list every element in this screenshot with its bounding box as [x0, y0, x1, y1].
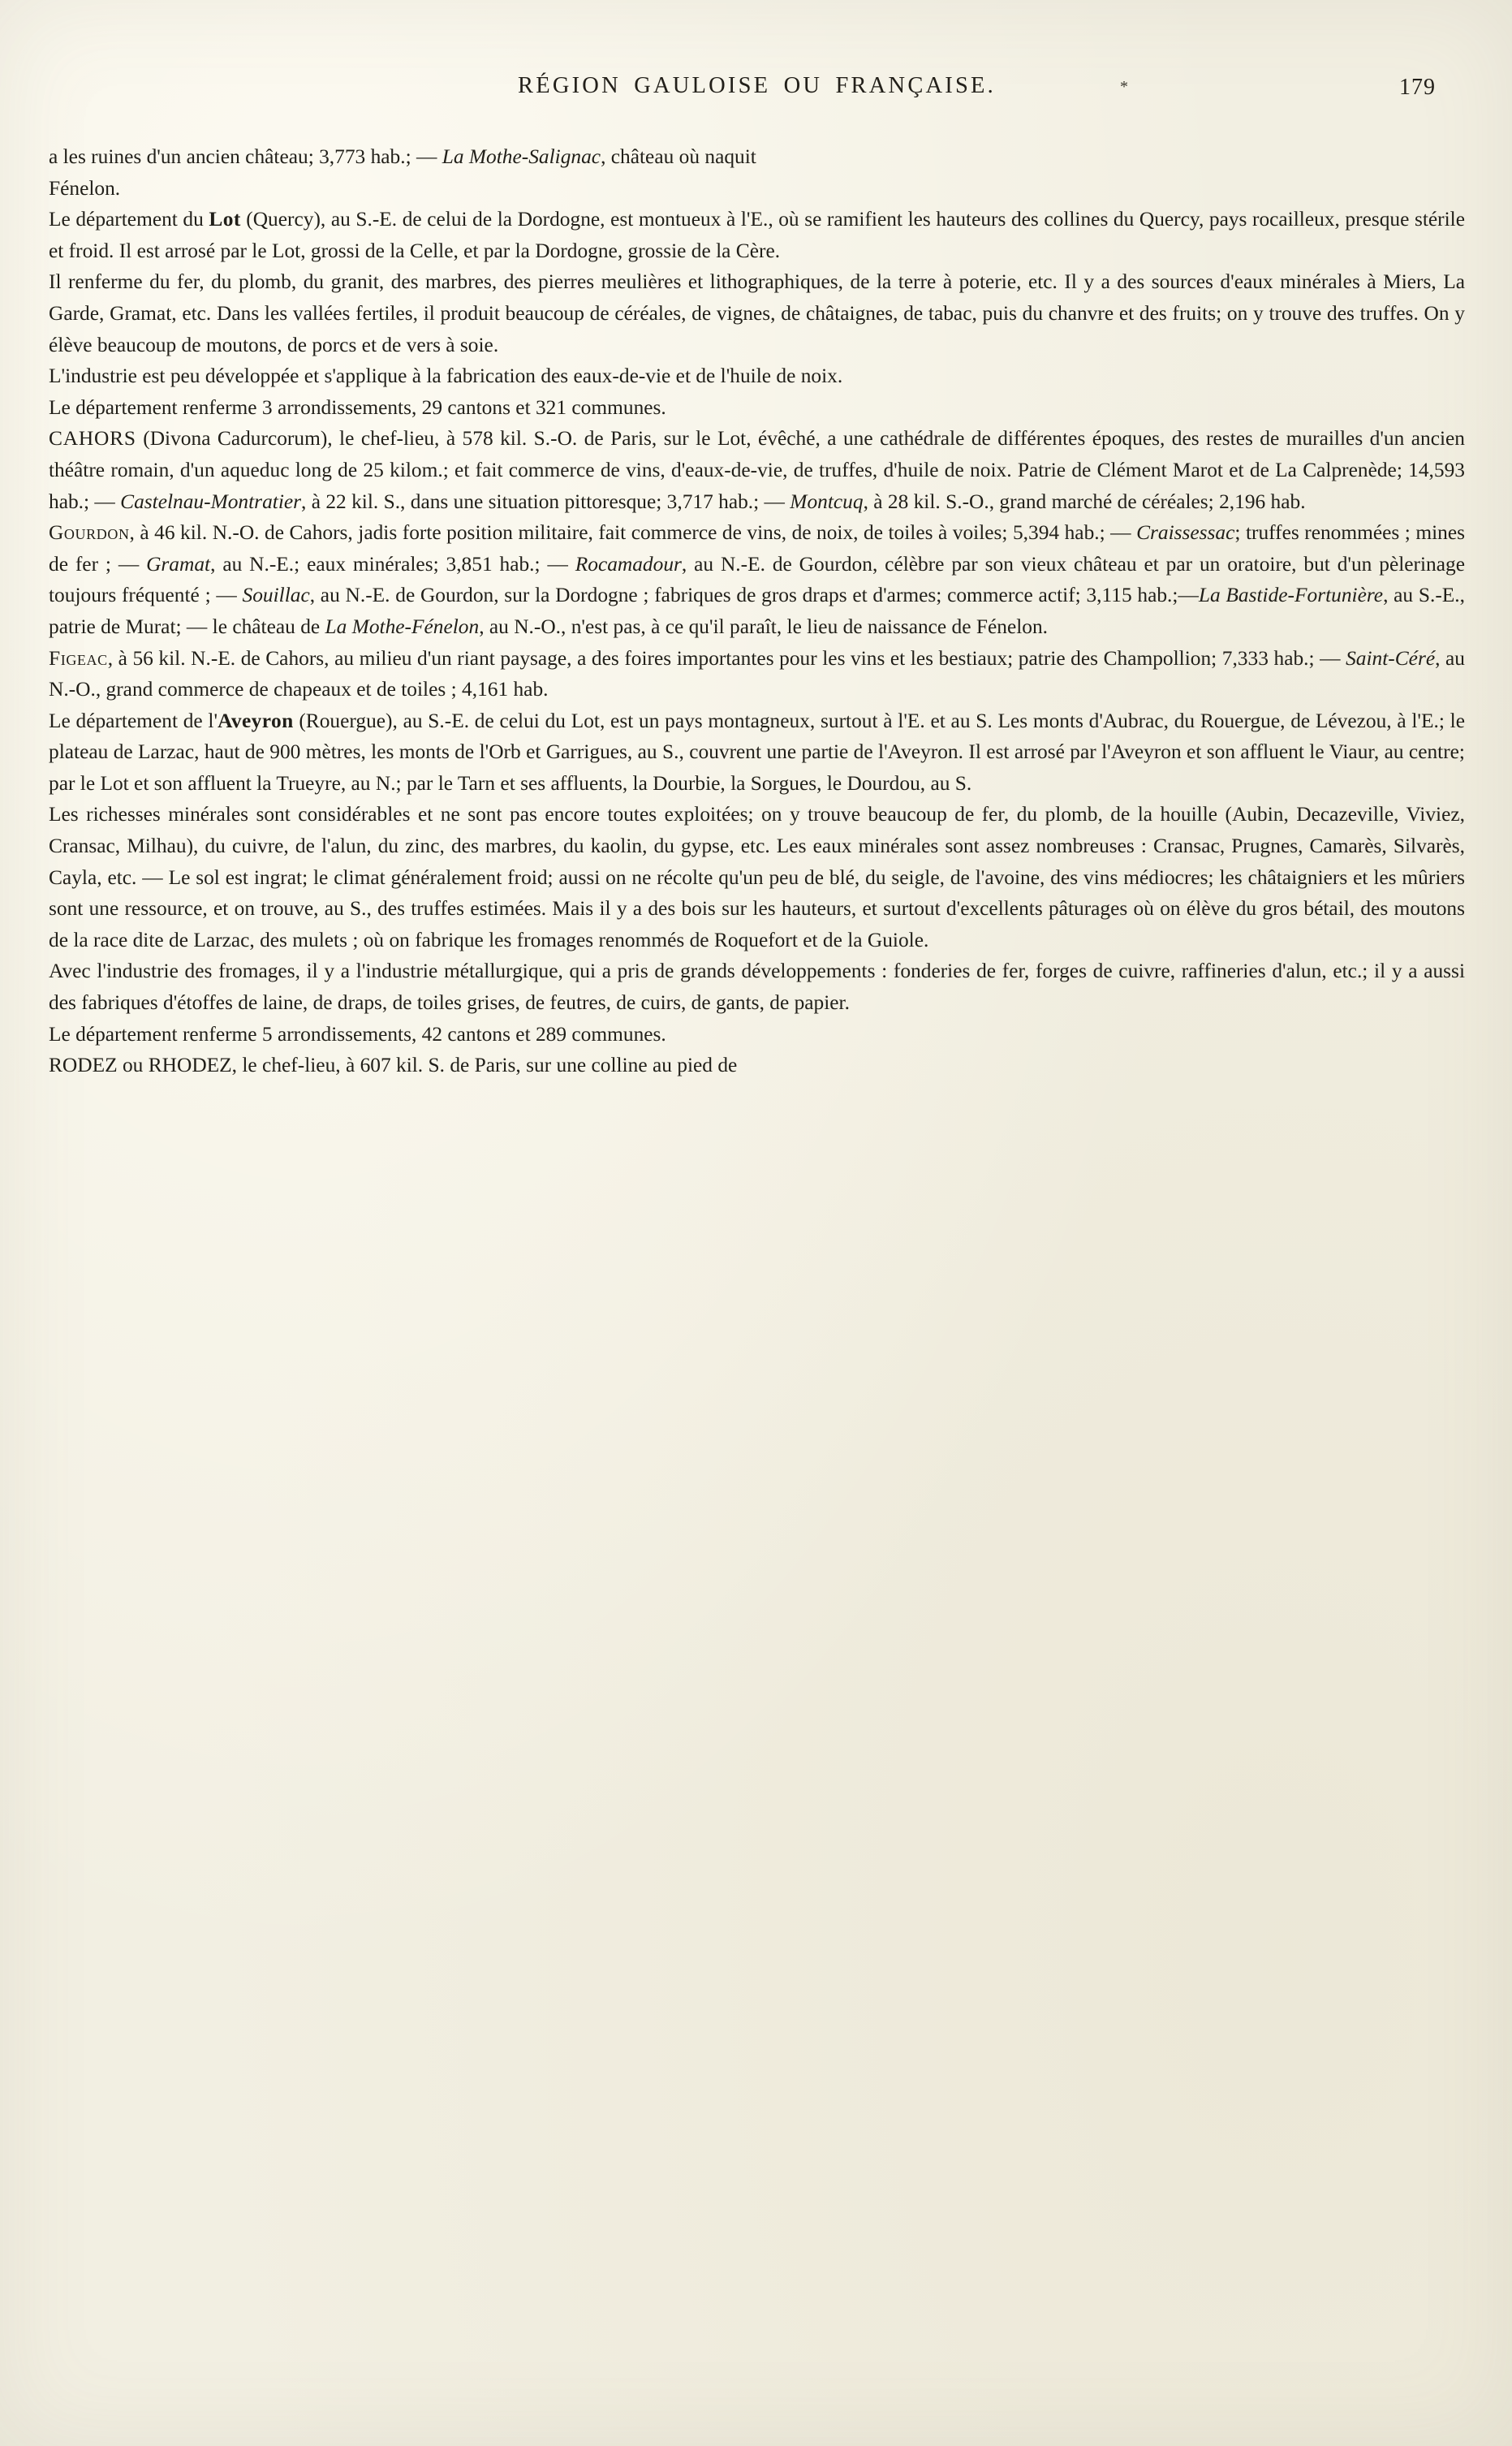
text-run: , à 22 kil. S., dans une situation pittoresque; 3,717 hab.; — — [301, 490, 790, 513]
text-run: , château où naquit — [601, 145, 756, 168]
text-run: , à 46 kil. N.-O. de Cahors, jadis forte position militaire, fait commerce de vins, de noix, de toiles à voiles; 5,394 hab.; — — [129, 521, 1137, 545]
text-run: , au N.-O., n'est pas, à ce qu'il paraît, le lieu de naissance de Fénelon. — [479, 615, 1049, 638]
place-name-castelnau: Castelnau-Montratier — [120, 490, 302, 513]
place-name-craissessac: Craissessac — [1136, 521, 1235, 545]
paragraph-aveyron-minerals: Les richesses minérales sont considérables et ne sont pas encore toutes exploitées; on y trouve beaucoup de fer, du plomb, de la houille (Aubin, Decazeville, Viviez, Cransac, Milhau), du cuivre, de l'alun, du zinc, des marbres, du kaolin, du gypse, etc. Les eaux minérales sont assez nombreuses : Cransac, Prugnes, Camarès, Silvarès, Cayla, etc. — Le sol est ingrat; le climat généralement froid; aussi on ne récolte qu'un peu de blé, du seigle, de l'avoine, des vins médiocres; les châtaigniers et les mûriers sont une ressource, et on trouve, au S., des truffes estimées. Mais il y a des bois sur les hauteurs, et surtout d'excellents pâturages où on élève du gros bétail, des moutons de la race dite de Larzac, des mulets ; où on fabrique les fromages renommés de Roquefort et de la Guiole. — [49, 803, 1465, 951]
text-run: ; truffes renommées ; mines de fer ; — — [49, 521, 1465, 576]
paragraph-cahors — [49, 423, 1465, 517]
text-run: Fénelon. — [49, 176, 121, 200]
paragraph-aveyron-intro — [49, 705, 1465, 800]
text-run: Le département de l' — [49, 709, 218, 732]
paragraph-lot-industry: L'industrie est peu développée et s'applique à la fabrication des eaux-de-vie et de l'huile de noix. — [49, 365, 843, 388]
text-run: , au N.-E. de Gourdon, célèbre par son vieux château et par un oratoire, but d'un pèlerinage toujours fréquenté ; — — [49, 552, 1465, 607]
paragraph-gourdon — [49, 517, 1465, 642]
paragraph-continuation-line2 — [49, 173, 1465, 205]
page-content — [49, 73, 1465, 1081]
place-name-rocamadour: Rocamadour — [575, 552, 682, 576]
text-run: , au N.-E. de Gourdon, sur la Dordogne ; fabriques de gros draps et d'armes; commerce actif; 3,115 hab.;— — [309, 584, 1199, 607]
place-name-montcuq: Montcuq — [790, 490, 864, 513]
place-name-bastide: La Bastide-Fortunière — [1198, 584, 1384, 607]
page-number: 179 — [1399, 75, 1436, 100]
department-name-lot: Lot — [209, 208, 241, 231]
place-name-souillac: Souillac — [242, 584, 310, 607]
text-run: (Quercy), au S.-E. de celui de la Dordogne, est montueux à l'E., où se ramifient les hauteurs des collines du Quercy, pays rocailleux, presque stérile et froid. Il est arrosé par le Lot, grossi de la Celle, et par la Dordogne, grossie de la Cère. — [49, 208, 1466, 262]
text-run: , au N.-E.; eaux minérales; 3,851 hab.; — — [210, 552, 575, 576]
department-name-aveyron: Aveyron — [218, 709, 294, 732]
running-title: RÉGION GAULOISE OU FRANÇAISE. — [518, 73, 996, 98]
text-run: , à 28 kil. S.-O., grand marché de céréales; 2,196 hab. — [863, 490, 1306, 513]
place-name-mothe-fenelon: La Mothe-Fénelon — [325, 615, 480, 638]
body-text — [49, 141, 1465, 1081]
paragraph-rodez: RODEZ ou RHODEZ, le chef-lieu, à 607 kil. S. de Paris, sur une colline au pied de — [49, 1054, 738, 1077]
text-run: Le département du — [49, 208, 209, 231]
paragraph-lot-intro — [49, 204, 1465, 266]
paragraph-lot-divisions: Le département renferme 3 arrondissements, 29 cantons et 321 communes. — [49, 395, 666, 419]
city-name-gourdon: Gourdon — [49, 521, 130, 545]
place-name-saint-cere: Saint-Céré — [1346, 646, 1436, 670]
text-run: a les ruines d'un ancien château; 3,773 hab.; — — [49, 145, 442, 168]
text-run: , au S.-E., patrie de Murat; — le château de — [49, 584, 1466, 638]
header-asterisk: * — [1120, 78, 1128, 96]
paragraph-aveyron-divisions: Le département renferme 5 arrondissements, 42 cantons et 289 communes. — [49, 1022, 666, 1046]
text-run: , au N.-O., grand commerce de chapeaux et de toiles ; 4,161 hab. — [49, 646, 1465, 701]
page-header — [49, 73, 1465, 117]
paragraph-aveyron-industry: Avec l'industrie des fromages, il y a l'industrie métallurgique, qui a pris de grands développements : fonderies de fer, forges de cuivre, raffineries d'alun, etc.; il y a aussi des fabriques d'étoffes de laine, de draps, de toiles grises, de feutres, de cuirs, de gants, de papier. — [49, 960, 1465, 1015]
text-run: , à 56 kil. N.-E. de Cahors, au milieu d'un riant paysage, a des foires importantes pour les vins et les bestiaux; patrie des Champollion; 7,333 hab.; — — [107, 646, 1346, 670]
paragraph-continuation — [49, 141, 1465, 173]
paragraph-lot-resources: Il renferme du fer, du plomb, du granit, des marbres, des pierres meulières et lithographiques, de la terre à poterie, etc. Il y a des sources d'eaux minérales à Miers, La Garde, Gramat, etc. Dans les vallées fertiles, il produit beaucoup de céréales, de vignes, de châtaignes, de tabac, puis du chanvre et des fruits; on y trouve des truffes. On y élève beaucoup de moutons, de porcs et de vers à soie. — [49, 270, 1465, 356]
text-run: (Rouergue), au S.-E. de celui du Lot, est un pays montagneux, surtout à l'E. et au S. Les monts d'Aubrac, du Rouergue, de Lévezou, à l'E.; le plateau de Larzac, haut de 900 mètres, les monts de l'Orb et Garrigues, au S., couvrent une partie de l'Aveyron. Il est arrosé par l'Aveyron et son affluent le Viaur, au centre; par le Lot et son affluent la Trueyre, au N.; par le Tarn et ses affluents, la Dourbie, la Sorgues, le Dourdou, au S. — [49, 709, 1465, 795]
paragraph-figeac — [49, 643, 1465, 705]
place-name-italic: La Mothe-Salignac — [442, 145, 601, 168]
city-name-figeac: Figeac — [49, 646, 108, 670]
text-run: (Divona Cadurcorum), le chef-lieu, à 578 kil. S.-O. de Paris, sur le Lot, évêché, a une cathédrale de différentes époques, des restes de murailles d'un ancien théâtre romain, d'un aqueduc long de 25 kilom.; et fait commerce de vins, d'eaux-de-vie, de truffes, d'huile de noix. Patrie de Clément Marot et de La Calprenède; 14,593 hab.; — — [49, 427, 1465, 513]
place-name-gramat: Gramat — [146, 552, 211, 576]
city-name-cahors: CAHORS — [49, 427, 136, 451]
